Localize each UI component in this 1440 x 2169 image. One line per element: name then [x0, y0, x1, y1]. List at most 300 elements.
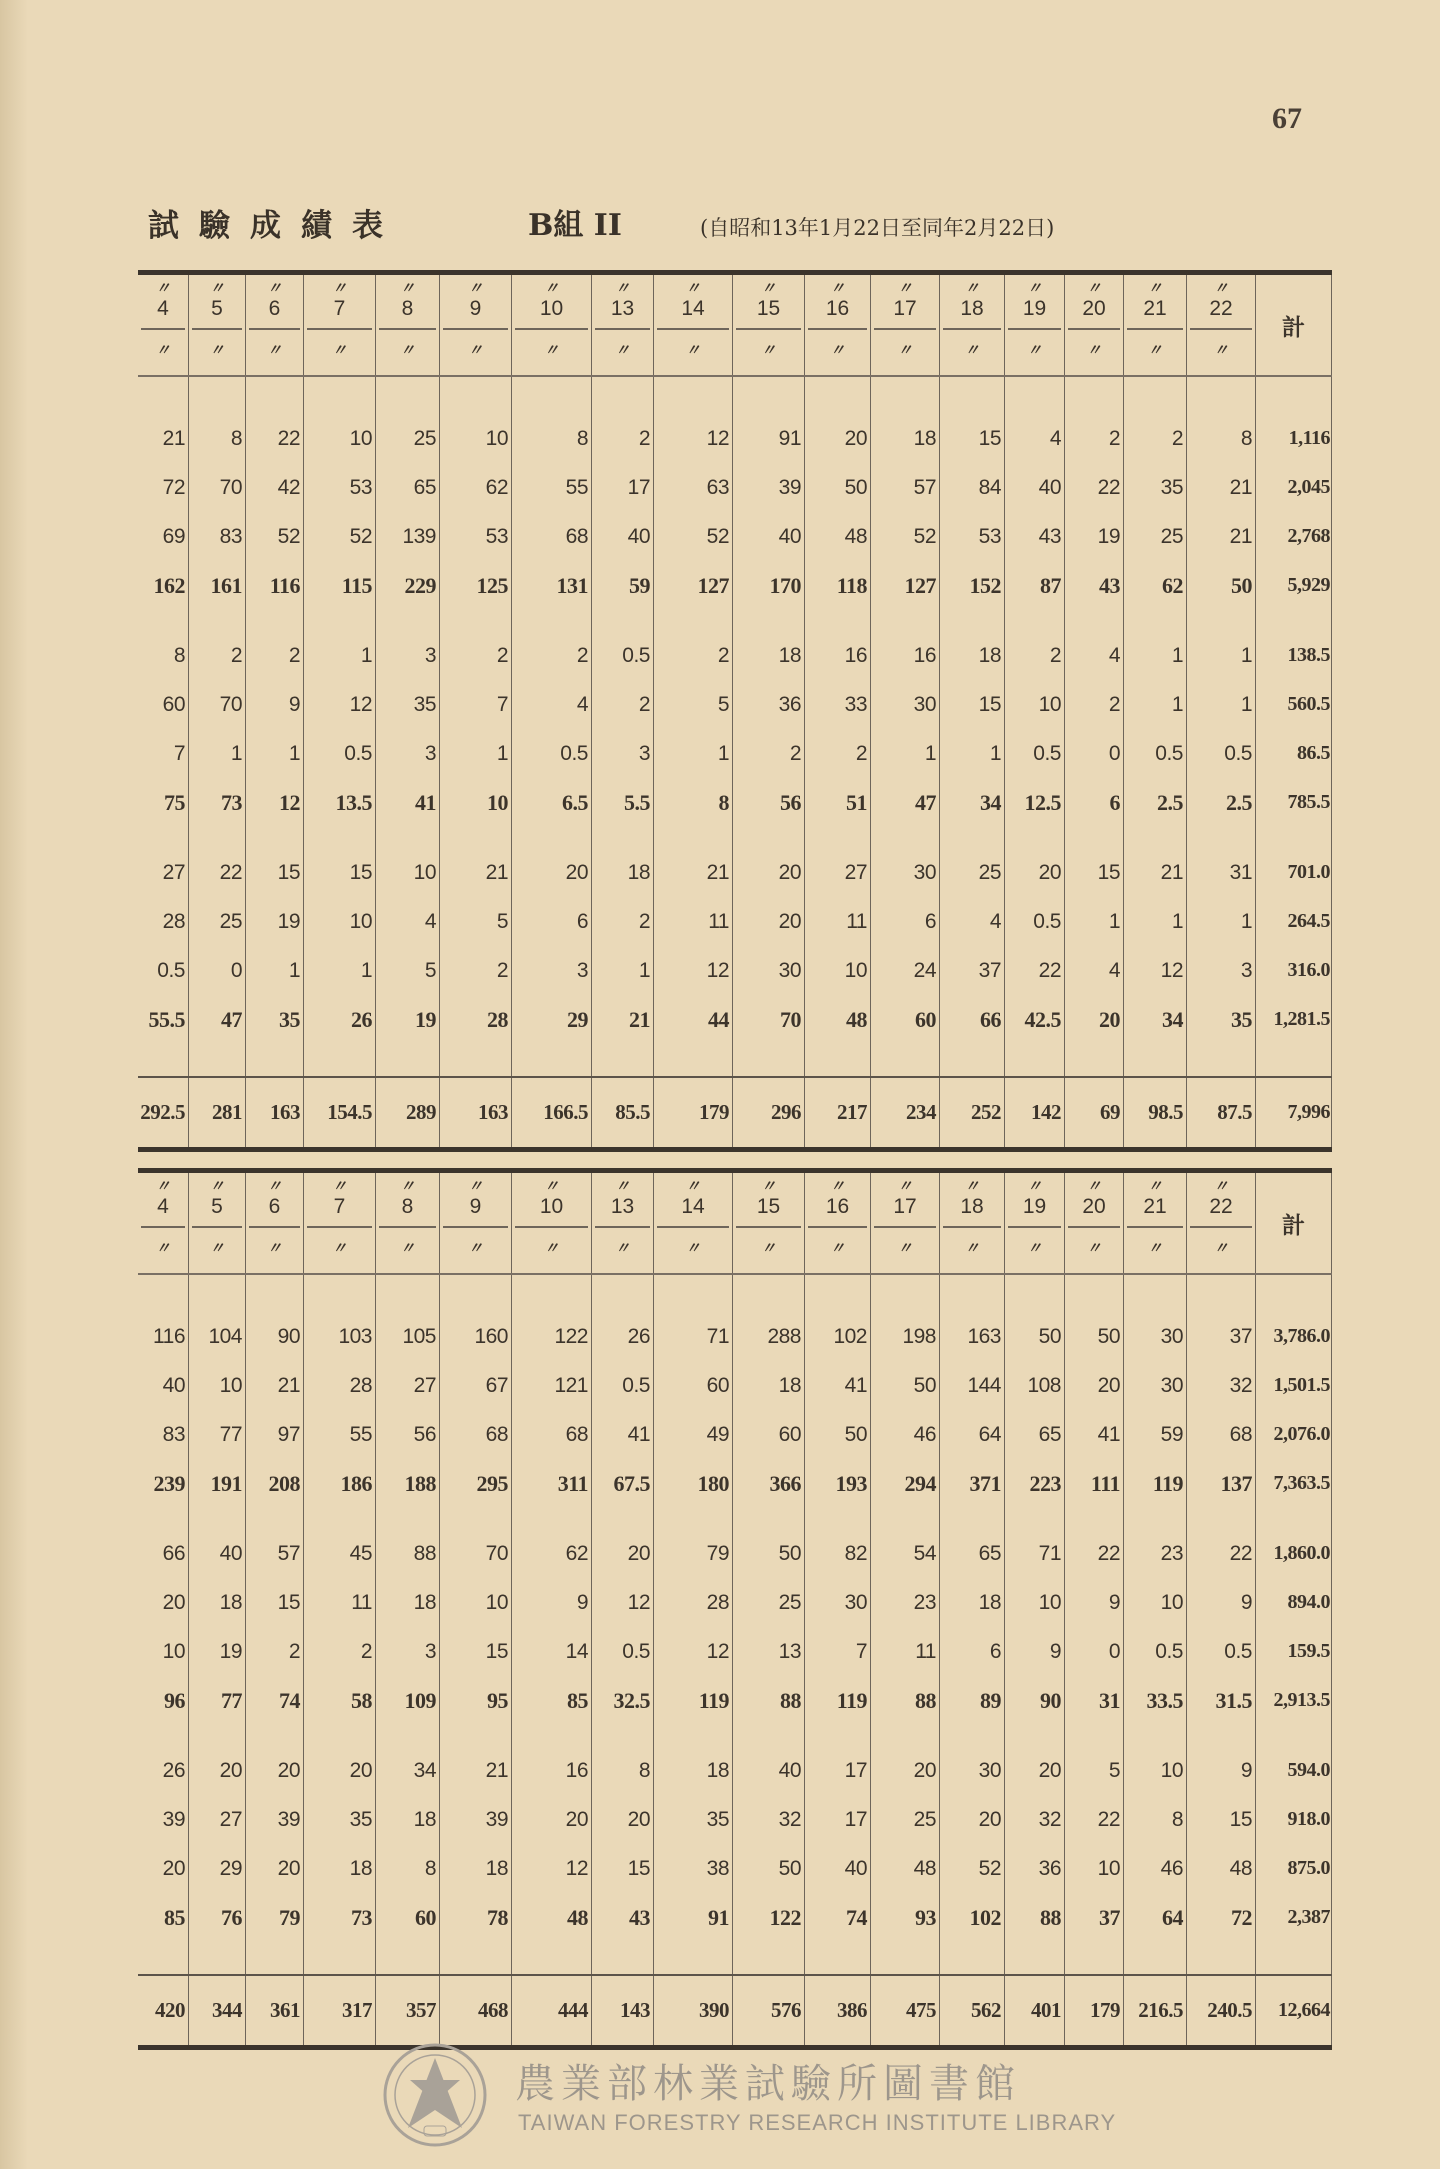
empty-cell [940, 610, 1005, 631]
table-cell: 12 [654, 946, 733, 995]
empty-cell [654, 1044, 733, 1076]
table-cell: 76 [189, 1893, 246, 1942]
table-cell: 30 [940, 1746, 1005, 1795]
ditto-mark: 〃 [467, 280, 483, 297]
table-cell: 361 [246, 1976, 304, 2045]
header-row [138, 275, 1332, 375]
table-cell: 0.5 [1124, 729, 1187, 778]
spacer-row [138, 1508, 1332, 1529]
table-cell: 1 [1187, 897, 1256, 946]
table-cell: 35 [1124, 463, 1187, 512]
table-cell: 10 [1005, 1578, 1065, 1627]
header-underline [443, 328, 508, 330]
header-underline [515, 328, 588, 330]
empty-cell [1005, 1044, 1065, 1076]
empty-cell [1124, 1508, 1187, 1529]
table-cell: 50 [871, 1361, 940, 1410]
empty-cell [805, 1508, 871, 1529]
table-cell: 26 [592, 1312, 654, 1361]
ditto-mark: 〃 [209, 342, 225, 359]
empty-cell [654, 377, 733, 414]
table-cell: 77 [189, 1410, 246, 1459]
ditto-mark: 〃 [897, 1178, 913, 1195]
empty-cell [654, 1942, 733, 1974]
table-cell: 294 [871, 1459, 940, 1508]
ditto-mark: 〃 [543, 1178, 559, 1195]
table-cell: 161 [189, 561, 246, 610]
day-number: 20 [1082, 1195, 1106, 1218]
ditto-mark: 〃 [1147, 1240, 1163, 1257]
table-cell: 37 [1065, 1893, 1124, 1942]
header-underline [1127, 328, 1183, 330]
table-cell: 20 [592, 1795, 654, 1844]
table-cell: 30 [871, 848, 940, 897]
header-row [138, 1173, 1332, 1273]
table-cell: 0.5 [1187, 1627, 1256, 1676]
table-cell: 60 [654, 1361, 733, 1410]
table-cell: 62 [440, 463, 512, 512]
table-cell: 64 [1124, 1893, 1187, 1942]
header-day-22 [1187, 1173, 1256, 1273]
empty-cell [376, 827, 440, 848]
table-cell: 4 [940, 897, 1005, 946]
table-cell: 62 [1124, 561, 1187, 610]
table-cell: 119 [654, 1676, 733, 1725]
day-number: 17 [893, 1195, 917, 1218]
empty-cell [376, 1044, 440, 1076]
row-total-cell: 1,860.0 [1256, 1529, 1332, 1578]
empty-cell [440, 1275, 512, 1312]
table-cell: 208 [246, 1459, 304, 1508]
table-cell: 73 [304, 1893, 376, 1942]
table-cell: 22 [1005, 946, 1065, 995]
table-cell: 2 [189, 631, 246, 680]
empty-cell [733, 1044, 805, 1076]
empty-cell [654, 827, 733, 848]
table-cell: 10 [440, 778, 512, 827]
table-cell: 48 [805, 512, 871, 561]
subtotal-row [138, 1676, 1332, 1725]
ditto-mark: 〃 [964, 1240, 980, 1257]
table-cell: 18 [733, 1361, 805, 1410]
table-cell: 65 [376, 463, 440, 512]
table-cell: 122 [733, 1893, 805, 1942]
table-cell: 15 [592, 1844, 654, 1893]
empty-cell [189, 1044, 246, 1076]
table-cell: 33.5 [1124, 1676, 1187, 1725]
table-cell: 32 [1187, 1361, 1256, 1410]
ditto-mark: 〃 [829, 280, 845, 297]
empty-cell [246, 1725, 304, 1746]
day-number: 14 [681, 1195, 705, 1218]
table-cell: 105 [376, 1312, 440, 1361]
table-cell: 50 [733, 1844, 805, 1893]
empty-cell [1065, 1044, 1124, 1076]
table-cell: 43 [1005, 512, 1065, 561]
header-underline [736, 1226, 801, 1228]
table-cell: 52 [940, 1844, 1005, 1893]
header-day-18 [940, 275, 1005, 375]
header-day-16 [805, 1173, 871, 1273]
table-cell: 390 [654, 1976, 733, 2045]
header-day-13 [592, 1173, 654, 1273]
table-cell: 10 [138, 1627, 189, 1676]
table-cell: 9 [1065, 1578, 1124, 1627]
ditto-mark: 〃 [331, 280, 347, 297]
ditto-mark: 〃 [331, 1240, 347, 1257]
table-cell: 296 [733, 1078, 805, 1147]
table-cell: 21 [440, 1746, 512, 1795]
table-cell: 116 [246, 561, 304, 610]
table-cell: 311 [512, 1459, 592, 1508]
table-cell: 64 [940, 1410, 1005, 1459]
table-cell: 30 [871, 680, 940, 729]
table-cell: 154.5 [304, 1078, 376, 1147]
table-cell: 70 [733, 995, 805, 1044]
table-cell: 70 [189, 680, 246, 729]
table-cell: 3 [376, 729, 440, 778]
day-number: 13 [610, 1195, 635, 1218]
table-cell: 229 [376, 561, 440, 610]
table-cell: 63 [654, 463, 733, 512]
ditto-mark: 〃 [266, 1178, 282, 1195]
table-cell: 401 [1005, 1976, 1065, 2045]
table-cell: 119 [805, 1676, 871, 1725]
page-number: 67 [1272, 102, 1302, 135]
table-cell: 163 [440, 1078, 512, 1147]
table-cell: 72 [138, 463, 189, 512]
subtotal-row [138, 1893, 1332, 1942]
table-cell: 109 [376, 1676, 440, 1725]
ditto-mark: 〃 [399, 1240, 415, 1257]
table-cell: 118 [805, 561, 871, 610]
table-cell: 8 [592, 1746, 654, 1795]
table-cell: 8 [376, 1844, 440, 1893]
table-cell: 21 [654, 848, 733, 897]
day-number: 19 [1022, 297, 1047, 320]
table-cell: 28 [304, 1361, 376, 1410]
table-cell: 74 [805, 1893, 871, 1942]
empty-cell [138, 1942, 189, 1974]
empty-cell [654, 1508, 733, 1529]
empty-cell [246, 1044, 304, 1076]
table-cell: 25 [940, 848, 1005, 897]
row-total-cell: 5,929 [1256, 561, 1332, 610]
ditto-mark: 〃 [964, 1178, 980, 1195]
table-cell: 40 [733, 1746, 805, 1795]
spacer-row [138, 377, 1332, 414]
empty-cell [592, 610, 654, 631]
row-total-cell: 264.5 [1256, 897, 1332, 946]
table-cell: 21 [1124, 848, 1187, 897]
table-cell: 59 [1124, 1410, 1187, 1459]
table-cell: 21 [1187, 463, 1256, 512]
table-cell: 29 [512, 995, 592, 1044]
table-cell: 31.5 [1187, 1676, 1256, 1725]
table-row [138, 946, 1332, 995]
table-cell: 67.5 [592, 1459, 654, 1508]
table-cell: 8 [654, 778, 733, 827]
table-cell: 20 [189, 1746, 246, 1795]
table-cell: 0.5 [592, 1627, 654, 1676]
table-row [138, 1627, 1332, 1676]
empty-cell [440, 1044, 512, 1076]
table-cell: 357 [376, 1976, 440, 2045]
table-cell: 15 [940, 414, 1005, 463]
ditto-mark: 〃 [209, 1240, 225, 1257]
empty-cell [871, 827, 940, 848]
table-cell: 127 [871, 561, 940, 610]
table-cell: 12.5 [1005, 778, 1065, 827]
table-cell: 11 [871, 1627, 940, 1676]
table-cell: 1 [189, 729, 246, 778]
table-cell: 1 [940, 729, 1005, 778]
table-cell: 239 [138, 1459, 189, 1508]
table-row [138, 1312, 1332, 1361]
table-row [138, 680, 1332, 729]
ditto-mark: 〃 [685, 1240, 701, 1257]
table-cell: 179 [654, 1078, 733, 1147]
empty-cell [304, 1942, 376, 1974]
table-cell: 27 [805, 848, 871, 897]
table-cell: 93 [871, 1893, 940, 1942]
table-cell: 78 [440, 1893, 512, 1942]
row-total-cell: 12,664 [1256, 1976, 1332, 2045]
empty-cell [1065, 827, 1124, 848]
table-cell: 27 [189, 1795, 246, 1844]
table-cell: 18 [440, 1844, 512, 1893]
table-cell: 40 [733, 512, 805, 561]
table-cell: 17 [805, 1795, 871, 1844]
ditto-mark: 〃 [155, 1240, 171, 1257]
empty-cell [1065, 377, 1124, 414]
empty-cell [940, 1044, 1005, 1076]
header-day-9 [440, 275, 512, 375]
table-cell: 15 [1187, 1795, 1256, 1844]
table-cell: 13 [733, 1627, 805, 1676]
table-cell: 58 [304, 1676, 376, 1725]
empty-cell [805, 827, 871, 848]
table-cell: 53 [440, 512, 512, 561]
table-cell: 40 [138, 1361, 189, 1410]
empty-cell [871, 1942, 940, 1974]
table-cell: 0.5 [1005, 897, 1065, 946]
table-cell: 67 [440, 1361, 512, 1410]
table-cell: 10 [805, 946, 871, 995]
table-cell: 163 [246, 1078, 304, 1147]
empty-cell [1065, 1275, 1124, 1312]
table-cell: 41 [805, 1361, 871, 1410]
table-cell: 68 [512, 512, 592, 561]
table-cell: 32.5 [592, 1676, 654, 1725]
day-number: 16 [825, 297, 850, 320]
empty-cell [246, 610, 304, 631]
day-number: 14 [681, 297, 705, 320]
table-cell: 50 [805, 1410, 871, 1459]
table-cell: 18 [376, 1578, 440, 1627]
day-number: 21 [1143, 1195, 1167, 1218]
table-cell: 31 [1187, 848, 1256, 897]
subtotal-row [138, 1459, 1332, 1508]
row-total-cell: 1,116 [1256, 414, 1332, 463]
table-cell: 1 [440, 729, 512, 778]
empty-cell [1187, 610, 1256, 631]
table-cell: 26 [138, 1746, 189, 1795]
ditto-mark: 〃 [467, 342, 483, 359]
header-underline [1068, 1226, 1120, 1228]
row-total-cell: 7,363.5 [1256, 1459, 1332, 1508]
table-cell: 20 [1065, 995, 1124, 1044]
day-number: 20 [1082, 297, 1106, 320]
table-cell: 10 [440, 414, 512, 463]
table-cell: 20 [1005, 848, 1065, 897]
table-cell: 131 [512, 561, 592, 610]
row-total-cell: 560.5 [1256, 680, 1332, 729]
table-cell: 234 [871, 1078, 940, 1147]
table-cell: 52 [871, 512, 940, 561]
empty-cell [512, 377, 592, 414]
ditto-mark: 〃 [1213, 1178, 1229, 1195]
table-cell: 576 [733, 1976, 805, 2045]
empty-cell [940, 1942, 1005, 1974]
table-cell: 15 [246, 1578, 304, 1627]
page-title: 試驗成績表 [148, 208, 403, 244]
empty-cell [189, 377, 246, 414]
table-cell: 12 [304, 680, 376, 729]
empty-cell [1187, 1275, 1256, 1312]
ditto-mark: 〃 [1086, 1240, 1102, 1257]
table-cell: 137 [1187, 1459, 1256, 1508]
ditto-mark: 〃 [897, 280, 913, 297]
table-cell: 37 [940, 946, 1005, 995]
table-cell: 3 [376, 1627, 440, 1676]
empty-cell [1065, 610, 1124, 631]
header-day-15 [733, 1173, 805, 1273]
header-underline [141, 328, 185, 330]
empty-cell [376, 1942, 440, 1974]
table-cell: 68 [440, 1410, 512, 1459]
subtotal-row [138, 995, 1332, 1044]
table-cell: 142 [1005, 1078, 1065, 1147]
table-cell: 41 [592, 1410, 654, 1459]
table-cell: 468 [440, 1976, 512, 2045]
table-row [138, 848, 1332, 897]
day-number: 18 [960, 297, 984, 320]
table-cell: 2 [1065, 680, 1124, 729]
table-row [138, 1795, 1332, 1844]
table-cell: 18 [592, 848, 654, 897]
day-number: 22 [1209, 1195, 1233, 1218]
empty-cell [805, 1044, 871, 1076]
empty-cell [138, 1508, 189, 1529]
table-cell: 57 [246, 1529, 304, 1578]
table-cell: 40 [1005, 463, 1065, 512]
table-cell: 16 [512, 1746, 592, 1795]
table-cell: 71 [1005, 1529, 1065, 1578]
empty-cell [1187, 1725, 1256, 1746]
table-row [138, 897, 1332, 946]
empty-cell [512, 1044, 592, 1076]
table-cell: 102 [940, 1893, 1005, 1942]
table-cell: 25 [871, 1795, 940, 1844]
ditto-mark: 〃 [614, 342, 630, 359]
table-cell: 121 [512, 1361, 592, 1410]
table-cell: 56 [376, 1410, 440, 1459]
empty-cell [805, 1275, 871, 1312]
table-cell: 69 [138, 512, 189, 561]
empty-cell [440, 827, 512, 848]
empty-cell [1005, 1508, 1065, 1529]
table-cell: 50 [1005, 1312, 1065, 1361]
table-cell: 79 [246, 1893, 304, 1942]
row-total-cell: 3,786.0 [1256, 1312, 1332, 1361]
ditto-mark: 〃 [399, 280, 415, 297]
empty-cell [304, 1275, 376, 1312]
header-underline [657, 328, 729, 330]
table-cell: 74 [246, 1676, 304, 1725]
table-cell: 35 [654, 1795, 733, 1844]
empty-cell [1124, 1275, 1187, 1312]
table-cell: 1 [592, 946, 654, 995]
header-underline [307, 1226, 372, 1228]
table-cell: 15 [246, 848, 304, 897]
table-cell: 72 [1187, 1893, 1256, 1942]
table-cell: 1 [1124, 631, 1187, 680]
table-cell: 37 [1187, 1312, 1256, 1361]
ditto-mark: 〃 [614, 280, 630, 297]
table-cell: 60 [733, 1410, 805, 1459]
table-cell: 50 [1187, 561, 1256, 610]
empty-cell [138, 1725, 189, 1746]
table-cell: 170 [733, 561, 805, 610]
table-cell: 83 [138, 1410, 189, 1459]
header-underline [379, 328, 436, 330]
empty-cell [304, 827, 376, 848]
ditto-mark: 〃 [760, 280, 776, 297]
table-cell: 2 [592, 680, 654, 729]
header-day-18 [940, 1173, 1005, 1273]
table-cell: 88 [733, 1676, 805, 1725]
table-cell: 198 [871, 1312, 940, 1361]
table-cell: 2 [440, 631, 512, 680]
empty-cell [733, 1725, 805, 1746]
empty-cell [138, 1044, 189, 1076]
table-cell: 45 [304, 1529, 376, 1578]
table-cell: 13.5 [304, 778, 376, 827]
table-cell: 21 [246, 1361, 304, 1410]
table-cell: 41 [1065, 1410, 1124, 1459]
table-cell: 88 [1005, 1893, 1065, 1942]
empty-cell [1256, 827, 1332, 848]
table-cell: 39 [138, 1795, 189, 1844]
bottom-rule [138, 2045, 1332, 2050]
table-cell: 65 [1005, 1410, 1065, 1459]
header-day-19 [1005, 275, 1065, 375]
table-cell: 18 [654, 1746, 733, 1795]
table-cell: 152 [940, 561, 1005, 610]
header-underline [192, 1226, 242, 1228]
row-total-cell: 2,768 [1256, 512, 1332, 561]
row-total-cell: 2,387 [1256, 1893, 1332, 1942]
table-cell: 10 [304, 897, 376, 946]
ditto-mark: 〃 [1086, 280, 1102, 297]
empty-cell [1065, 1508, 1124, 1529]
table-cell: 18 [304, 1844, 376, 1893]
table-cell: 125 [440, 561, 512, 610]
table-cell: 15 [1065, 848, 1124, 897]
header-underline [1068, 328, 1120, 330]
empty-cell [654, 610, 733, 631]
